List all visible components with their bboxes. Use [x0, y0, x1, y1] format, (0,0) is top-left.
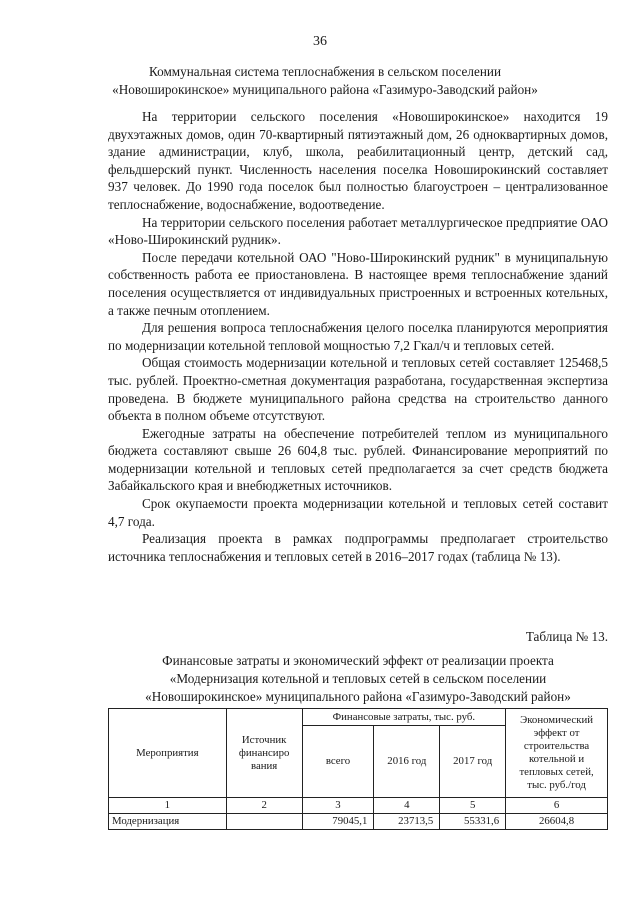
header-measures: Мероприятия: [109, 709, 227, 798]
financial-table: [108, 708, 608, 830]
section-title-line-1: Коммунальная система теплоснабжения в сельском поселении: [148, 64, 502, 79]
paragraph: Реализация проекта в рамках подпрограммы предполагает строительство источника теплоснабжения и тепловых сетей в 2016–2017 годах (таблица № 13).: [108, 531, 608, 564]
table-header-row: [109, 709, 608, 726]
paragraph: Для решения вопроса теплоснабжения целого поселка планируются мероприятия по модернизации котельной тепловой мощностью 7,2 Гкал/ч и тепловых сетей.: [108, 320, 608, 353]
table-title-line-2: «Модернизация котельной и тепловых сетей в сельском поселении: [169, 671, 547, 686]
table-title-line-1: Финансовые затраты и экономический эффект от реализации проекта: [162, 653, 554, 668]
column-number: 2: [226, 798, 302, 814]
header-effect: Экономический эффект от строительства котельной и тепловых сетей, тыс. руб./год: [506, 709, 608, 798]
header-source: Источник финансиро вания: [226, 709, 302, 798]
table-title-line-3: «Новоширокинское» муниципального района «Газимуро-Заводский район»: [145, 689, 571, 704]
header-2016: 2016 год: [374, 726, 440, 798]
table-numbering-row: [109, 798, 608, 814]
paragraph: Срок окупаемости проекта модернизации котельной и тепловых сетей составит 4,7 года.: [108, 496, 608, 529]
header-costs-group: Финансовые затраты, тыс. руб.: [302, 709, 506, 726]
paragraph: Общая стоимость модернизации котельной и тепловых сетей составляет 125468,5 тыс. рублей. Проектно-сметная документация разработана, государственная экспертиза проведена. В бюджете муниципального района средства на строительство данного объекта в полном объеме отсутствуют.: [108, 355, 608, 424]
paragraph: На территории сельского поселения работает металлургическое предприятие ОАО «Ново-Широкинский рудник».: [108, 214, 608, 248]
cell-effect: 26604,8: [506, 814, 608, 830]
paragraph: Ежегодные затраты на обеспечение потребителей теплом из муниципального бюджета составляют свыше 26 604,8 тыс. рублей. Финансирование мероприятий по модернизации котельной и тепловых сетей предполагается за счет средств бюджета Забайкальского края и внебюджетных источников.: [108, 425, 608, 494]
body-text: [108, 108, 608, 565]
page-number: 36: [313, 34, 327, 49]
section-title: [95, 63, 555, 99]
column-number: 4: [374, 798, 440, 814]
column-number: 3: [302, 798, 374, 814]
section-title-line-2: «Новоширокинское» муниципального района «Газимуро-Заводский район»: [112, 82, 538, 97]
table-title: [108, 652, 608, 706]
cell-2016: 23713,5: [374, 814, 440, 830]
header-total: всего: [302, 726, 374, 798]
cell-2017: 55331,6: [440, 814, 506, 830]
cell-total: 79045,1: [302, 814, 374, 830]
paragraph: На территории сельского поселения «Новоширокинское» находится 19 двухэтажных домов, один 70-квартирный пятиэтажный дом, 26 одноквартирных домов, здание администрации, клуб, школа, реабилитационный центр, детский сад, фельдшерский пункт. Численность населения поселка Новоширокинский составляет 937 человек. До 1990 года поселок был полностью благоустроен – централизованное теплоснабжение, водоснабжение, водоотведение.: [108, 109, 608, 212]
table-row: [109, 814, 608, 830]
table-caption: Таблица № 13.: [525, 629, 608, 644]
cell-source: [226, 814, 302, 830]
column-number: 1: [109, 798, 227, 814]
cell-measure: Модернизация: [109, 814, 227, 830]
column-number: 5: [440, 798, 506, 814]
column-number: 6: [506, 798, 608, 814]
paragraph: После передачи котельной ОАО "Ново-Широкинский рудник" в муниципальную собственность работа ее приостановлена. В настоящее время теплоснабжение зданий поселения осуществляется от индивидуальных пристроенных и встроенных котельных, а также печным отоплением.: [108, 249, 608, 318]
header-2017: 2017 год: [440, 726, 506, 798]
